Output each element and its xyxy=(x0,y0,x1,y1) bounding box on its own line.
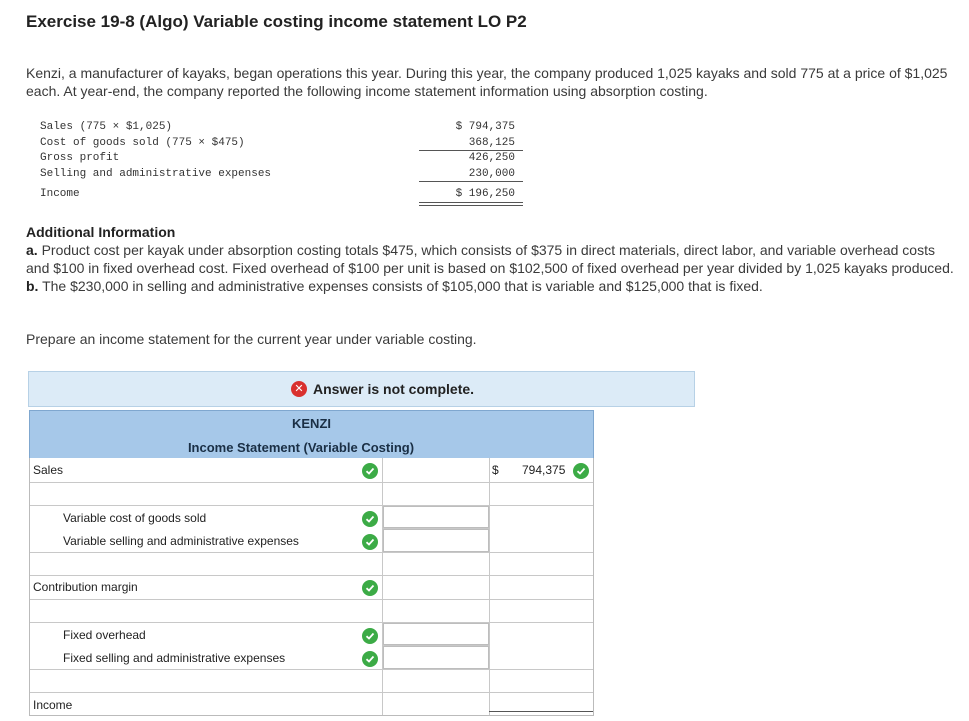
check-icon xyxy=(362,651,378,667)
contribution-margin-label[interactable]: Contribution margin xyxy=(33,580,138,594)
check-icon xyxy=(362,511,378,527)
row-line xyxy=(30,692,593,693)
fixed-sa-input[interactable] xyxy=(383,646,489,669)
income-label[interactable]: Income xyxy=(33,698,73,712)
exercise-title: Exercise 19-8 (Algo) Variable costing income statement LO P2 xyxy=(26,12,527,31)
x-circle-icon: ✕ xyxy=(291,381,307,397)
row-line xyxy=(30,505,593,506)
abs-underline-cogs xyxy=(419,150,523,151)
variable-cogs-label[interactable]: Variable cost of goods sold xyxy=(63,511,207,525)
col-divider-1 xyxy=(382,458,383,715)
banner-text: Answer is not complete. xyxy=(313,381,475,397)
fixed-overhead-label[interactable]: Fixed overhead xyxy=(63,628,146,642)
intro-paragraph: Kenzi, a manufacturer of kayaks, began operations this year. During this year, the company produced 1,025 kayaks and sold 775 at a price of $1,025 each. At year-end, the company reported the following income statement information using absorption costing. xyxy=(26,65,948,99)
abs-double-underline-top xyxy=(419,202,523,203)
sales-dollar-sign: $ xyxy=(492,463,499,477)
item-a-label: a. xyxy=(26,242,38,258)
item-b-label: b. xyxy=(26,278,39,294)
row-line xyxy=(30,575,593,576)
abs-row-cogs-amount: 368,125 xyxy=(468,137,515,149)
abs-row-cogs-label: Cost of goods sold (775 × $475) xyxy=(40,137,245,149)
abs-row-gross-label: Gross profit xyxy=(40,152,120,164)
check-icon xyxy=(362,463,378,479)
abs-row-sales-label: Sales (775 × $1,025) xyxy=(40,121,173,133)
abs-row-sales-amount: $ 794,375 xyxy=(455,121,515,133)
variable-sa-input[interactable] xyxy=(383,529,489,552)
sales-label[interactable]: Sales xyxy=(33,463,64,477)
abs-row-sa-label: Selling and administrative expenses xyxy=(40,168,272,180)
row-line xyxy=(30,599,593,600)
abs-double-underline-bottom xyxy=(419,205,523,206)
check-icon xyxy=(362,580,378,596)
check-icon xyxy=(573,463,589,479)
variable-sa-label[interactable]: Variable selling and administrative expenses xyxy=(63,534,299,548)
statement-title: Income Statement (Variable Costing) xyxy=(187,440,415,455)
row-line xyxy=(30,482,593,483)
row-line xyxy=(30,669,593,670)
item-b-text: The $230,000 in selling and administrative expenses consists of $105,000 that is variable and $125,000 that is fixed. xyxy=(42,278,763,294)
col-divider-2 xyxy=(489,458,490,715)
prepare-instruction: Prepare an income statement for the current year under variable costing. xyxy=(26,331,477,347)
statement-header xyxy=(29,410,594,458)
abs-row-sa-amount: 230,000 xyxy=(468,168,515,180)
company-name: KENZI xyxy=(292,416,331,431)
sales-amount[interactable]: 794,375 xyxy=(522,463,566,477)
row-line xyxy=(30,552,593,553)
abs-underline-sa xyxy=(419,181,523,182)
variable-costing-table xyxy=(29,458,594,716)
abs-row-income-label: Income xyxy=(40,188,80,200)
variable-cogs-input[interactable] xyxy=(383,506,489,528)
abs-row-income-amount: $ 196,250 xyxy=(455,188,515,200)
check-icon xyxy=(362,534,378,550)
row-line xyxy=(30,622,593,623)
check-icon xyxy=(362,628,378,644)
additional-heading: Additional Information xyxy=(26,224,176,240)
answer-status-banner xyxy=(28,371,695,407)
additional-information xyxy=(26,223,956,295)
fixed-sa-label[interactable]: Fixed selling and administrative expenses xyxy=(63,651,286,665)
fixed-overhead-input[interactable] xyxy=(383,623,489,645)
income-double-underline xyxy=(489,711,593,712)
item-a-text: Product cost per kayak under absorption costing totals $475, which consists of $375 in direct materials, direct labor, and variable overhead costs and $100 in fixed overhead cost. Fixed overhead of $100 per unit is based on $102,500 of fixed overhead per year divided by 1,025 kayaks produced. xyxy=(26,242,954,276)
abs-row-gross-amount: 426,250 xyxy=(468,152,515,164)
